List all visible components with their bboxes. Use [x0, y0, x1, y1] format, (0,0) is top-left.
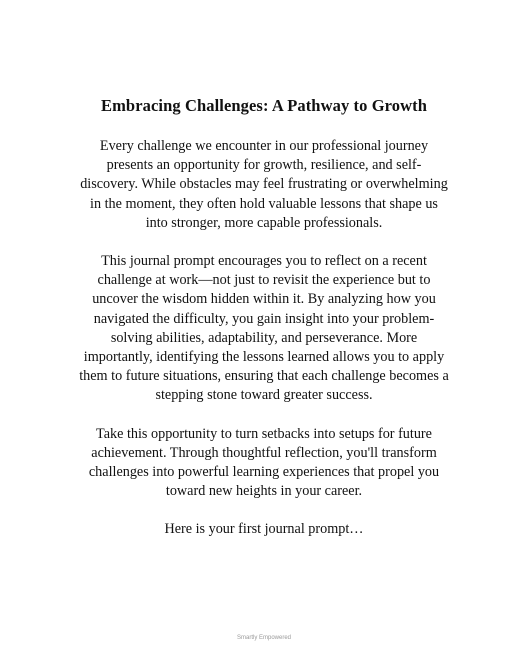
paragraph-purpose: This journal prompt encourages you to reflect on a recent challenge at work—not just to revisit the experience but to uncover the wisdom hidden within it. By analyzing how you navigated the difficulty, you gain insight into your problem-solving abilities, adaptability, and perseverance. More importantly, identifying the lessons learned allows you to apply them to future situations, ensuring that each challenge becomes a stepping stone toward greater success. [79, 253, 449, 404]
paragraph-intro: Every challenge we encounter in our professional journey presents an opportunity for growth, resilience, and self-discovery. While obstacles may feel frustrating or overwhelming in the moment, they often hold valuable lessons that shape us into stronger, more capable professionals. [80, 138, 448, 231]
paragraph-encouragement: Take this opportunity to turn setbacks into setups for future achievement. Through thoughtful reflection, you'll transform challenges into powerful learning experiences that propel you toward new heights in your career. [88, 425, 440, 500]
paragraph-prompt-lead: Here is your first journal prompt… [164, 521, 364, 538]
footer-brand: Smartly Empowered [236, 635, 292, 641]
page-title: Embracing Challenges: A Pathway to Growth [100, 96, 427, 115]
document-body [78, 95, 450, 540]
